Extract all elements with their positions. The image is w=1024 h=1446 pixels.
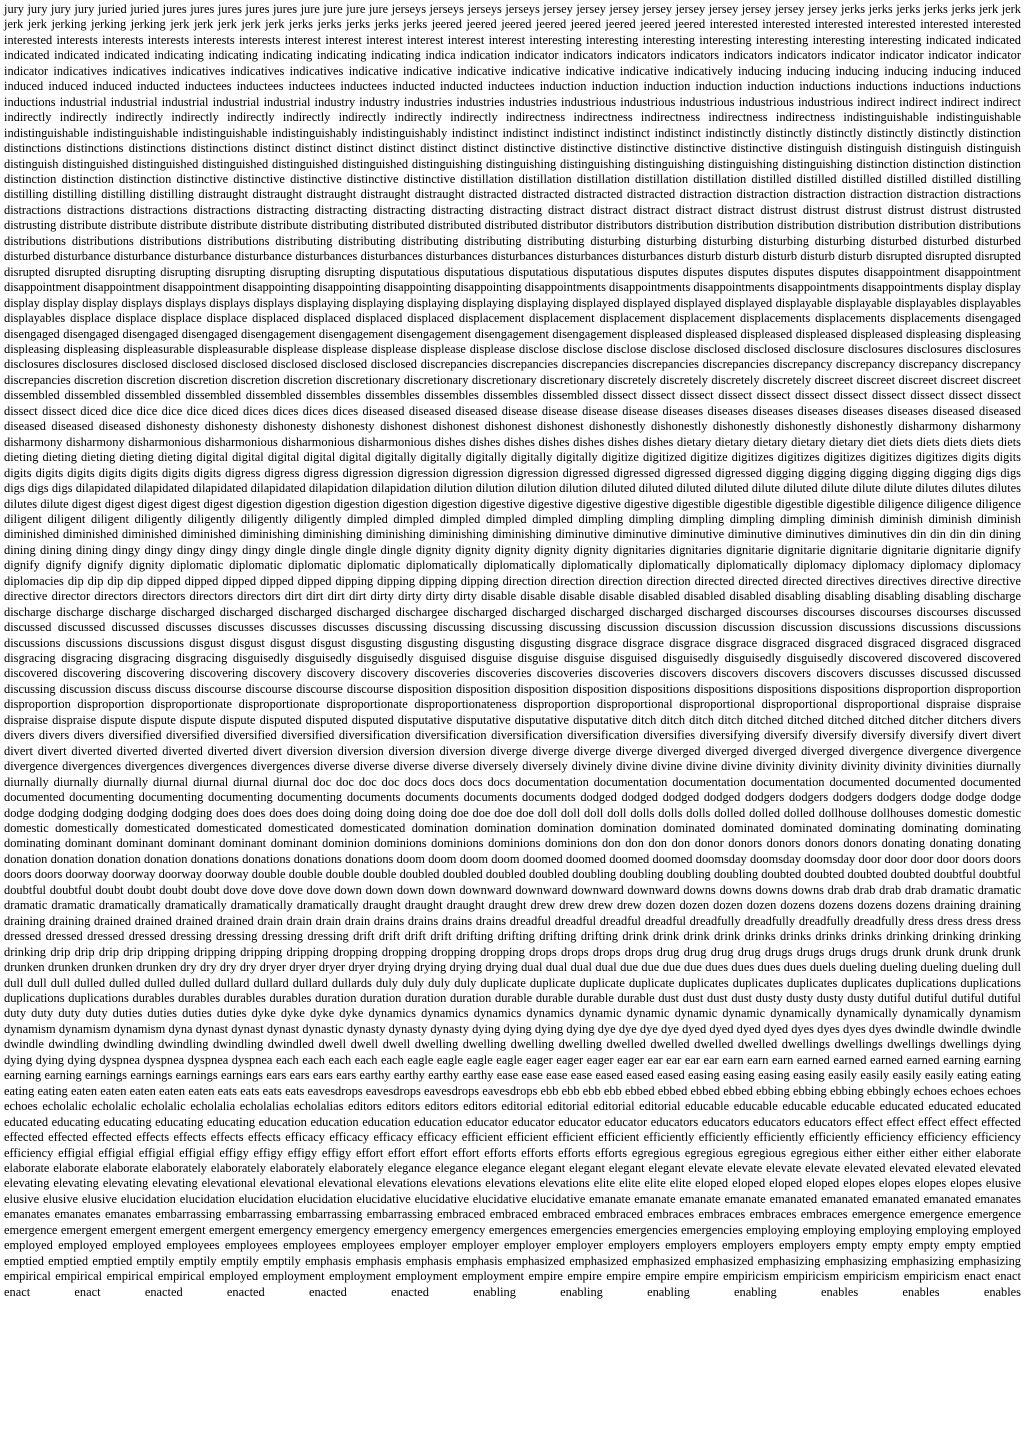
word-list-text: jury jury jury jury juried juried jures jures jures jures jures jure jure jure jure jerseys jerseys jerseys jerseys jersey jersey jersey jersey jersey jersey jersey jersey jersey jerks jerks jerks jerks jerks jerk jerk jerk jerk jerking jerking jerking jerk jerk jerk jerk jerk jerks jerks jerks jerks jerks jeered jeered jeered jeered jeered jeered jeered jeered interested interested interested interested interested interested interested interests interests interests interests interests interest interest interest interest interest interest interesting interesting interesting interesting interesting interesting interesting indicated indicated indicated indicated indicated indicating indicating indicating indicating indicating indica indication indicator indicators indicators indicators indicators indicators indicator indicator indicator indicator indicator indicatives indicatives indicatives indicatives indicatives indicative indicative indicative indicative indicative indicative indicatively inducing inducing inducing inducing inducing induced induced induced induced inducted inductees inductees inductees inductees inducted inducted inductees induction induction induction induction induction inductions inductions inductions inductions inductions industrial industrial industrial industrial industrial industry industry industries industries industries industrious industrious industrious industrious industrious indirect indirect indirect indirect indirectly indirectly indirectly indirectly indirectly indirectly indirectly indirectly indirectly indirectness indirectness indirectness indirectness indirectness indistinguishable indistinguishable indistinguishable indistinguishable indistinguishable indistinguishably indistinguishably indistinct indistinct indistinct indistinct indistinct indistinctly distinctly distinctly distinctly distinctly distinction distinctions distinctions distinctions distinctions distinct distinct distinct distinct distinct distinct distinctive distinctive distinctive distinctive distinctive distinguish distinguish distinguish distinguish distinguish distinguished distinguished distinguished distinguished distinguished distinguishing distinguishing distinguishing distinguishing distinguishing distinguishing distinction distinction distinction distinction distinction distinction distinctive distinctive distinctive distinctive distinctive distillation distillation distillation distillation distillation distilled distilled distilled distilled distilled distilling distilling distilling distilling distilling distraught distraught distraught distraught distraught distracted distracted distracted distracted distraction distraction distraction distraction distraction distractions distractions distractions distractions distractions distracting distracting distracting distracting distracting distract distract distract distract distract distrust distrust distrust distrust distrust distrusted distrusting distribute distribute distribute distribute distribute distributing distributed distributed distributed distributor distributors distribution distribution distribution distribution distribution distributions distributions distributions distributions distributions distributing distributing distributing distributing distributing disturbing disturbing disturbing disturbing disturbing disturbed disturbed disturbed disturbed disturbance disturbance disturbance disturbance disturbances disturbances disturbances disturbances disturbances disturbances disturb disturb disturb disturb disturb disrupted disrupted disrupted disrupted disrupted disrupting disrupting disrupting disrupting disrupting disputatious disputatious disputatious disputatious disputes disputes disputes disputes disputes disappointment disappointment disappointment disappointment disappointment disappointing disappointing disappointing disappointing disappointments disappointments disappointments disappointments disappointments display display display display display displays displays displays displays displaying displaying displaying displaying displaying displayed displayed displayed displayed displayable displayable displayables displayables displayables displace displace displace displace displaced displaced displaced displaced displacement displacement displacement displacement displacements displacements displacements disengaged disengaged disengaged disengaged disengaged disengagement disengagement disengagement disengagement disengagement displeased displeased displeased displeased displeased displeasing displeasing displeasing displeasing displeasurable displeasurable displease displease displease displease displease disclose disclose disclose disclose disclosed disclosed disclosure disclosures disclosures disclosures disclosures disclosures disclosed disclosed disclosed disclosed disclosed disclosed discrepancies discrepancies discrepancies discrepancies discrepancies discrepancy discrepancy discrepancy discrepancy discrepancies discretion discretion discretion discretion discretion discretionary discretionary discretionary discretionary discretely discretely discretely discretely discreet discreet discreet discreet discreet dissembled dissembled dissembled dissembled dissembled dissembles dissembles dissembles dissembles dissembled dissect dissect dissect dissect dissect dissect dissect dissect dissect dissect dissect dissect dissect diced dice dice dice dice diced dices dices dices dices diseased diseased diseased disease disease disease disease diseases diseases diseases diseases diseases diseases diseased diseased diseased diseased diseased dishonesty dishonesty dishonesty dishonesty dishonest dishonest dishonest dishonest dishonestly dishonestly dishonestly dishonestly dishonestly disharmony disharmony disharmony disharmony disharmonious disharmonious disharmonious disharmonious dishes dishes dishes dishes dishes dishes dishes dietary dietary dietary dietary dietary diet diets diets diets diets diets dieting dieting dieting dieting dieting digital digital digital digital digital digitally digitally digitally digitally digitally digitize digitized digitize digitizes digitizes digitizes digitizes digitizes digits digits digits digits digits digits digits digits digits digress digress digress digression digression digression digression digressed digressed digressed digressed digging digging digging digging digging digs digs digs digs digs dilapidated dilapidated dilapidated dilapidated dilapidation dilapidation dilution dilution dilution dilution diluted diluted diluted diluted dilute diluted dilute dilute dilute dilutes dilutes dilutes dilutes dilute digest digest digest digest digest digestion digestion digestion digestion digestion digestive digestive digestive digestive digestible digestible digestible digestible diligence diligence diligence diligent diligent diligent diligently diligently diligently diligently dimpled dimpled dimpled dimpled dimpled dimpling dimpling dimpling dimpling dimpling diminish diminish diminish diminish diminished diminished diminished diminished diminishing diminishing diminishing diminishing diminishing diminutive diminutive diminutive diminutive diminutives diminutives din din din din dining dining dining dining dingy dingy dingy dingy dingy dingle dingle dingle dingle dignity dignity dignity dignity dignity dignitaries dignitaries dignitarie dignitarie dignitarie dignitarie dignitarie dignify dignify dignify dignify dignity diplomatic diplomatic diplomatic diplomatic diplomatically diplomatically diplomatically diplomatically diplomatically diplomacy diplomacy diplomacy diplomacy diplomacies dip dip dip dip dipped dipped dipped dipped dipped dipping dipping dipping dipping direction direction direction direction directed directed directed directives directives directive directive directive director directors directors directors directors dirt dirt dirt dirt dirty dirty dirty dirty disable disable disable disable disabled disabled disabled disabling disabling disabling disabling discharge discharge discharge discharge discharged discharged discharged discharged dischargee discharged discharged discharged discharged discharged discourses discourses discourses discourses discussed discussed discussed discussed discusses discusses discusses discusses discussing discussing discussing discussing discussion discussion discussion discussion discussions discussions discussions discussions discussions discussions disgust disgust disgust disgust disgusting disgusting disgusting disgusting disgrace disgrace disgrace disgrace disgraced disgraced disgraced disgraced disgraced disgracing disgracing disgracing disgracing disguisedly disguisedly disguisedly disguised disguise disguise disguise disguised disguisedly disguisedly disguisedly discovered discovered discovered discovered discovering discovering discovering discovery discovery discovery discoveries discoveries discoveries discoveries discovers discovers discovers discovers discusses discussed discussed discussing discussion discuss discuss discourse discourse discourse discourse disposition disposition disposition disposition dispositions dispositions dispositions dispositions disproportion disproportion disproportion disproportion disproportionate disproportionate disproportionate disproportionateness disproportion disproportional disproportional disproportional disproportional dispraise dispraise dispraise dispraise dispute dispute dispute dispute disputed disputed disputed disputative disputative disputative disputative ditch ditch ditch ditch ditched ditched ditched ditched ditcher ditchers divers divers divers divers diversified diversified diversified diversified diversification diversification diversification diversification diversifies diversifying diversify diversify diversify diversify divert divert divert divert diverted diverted diverted diverted divert diversion diversion diversion diversion diverge diverge diverge diverge diverged diverged diverged diverged divergence divergence divergence divergence divergences divergences divergences divergences diverse diverse diverse diverse diversely diversely divinely divine divine divine divine divinity divinity divinity divinity divinities diurnally diurnally diurnally diurnally diurnal diurnal diurnal diurnal doc doc doc doc docs docs docs docs documentation documentation documentation documentation documented documented documented documented documenting documenting documenting documenting documents documents documents documents dodged dodged dodged dodged dodgers dodgers dodgers dodgers dodge dodge dodge dodge dodging dodging dodging dodging does does does does doing doing doing doing doe doe doe doe doll doll doll doll dolls dolls dolls dolled dolled dolled dollhouse dollhouses domestic domestic domestic domestically domesticated domesticated domesticated domesticated domination domination domination domination dominated dominated dominated dominating dominating dominating dominating dominant dominant dominant dominant dominant dominion dominions dominions dominions dominions don don don don donor donors donors donors donors donating donating donating donation donation donation donation donations donations donations donations doom doom doom doom doomed doomed doomed doomed doomsday doomsday doomsday door door door door doors doors doors doors doorway doorway doorway doorway double double double double doubled doubled doubled doubled doubling doubling doubling doubling doubted doubted doubted doubted doubtful doubtful doubtful doubtful doubt doubt doubt doubt dove dove dove dove down down down down downward downward downward downward downs downs downs downs drab drab drab drab dramatic dramatic dramatic dramatic dramatically dramatically dramatically dramatically draught draught draught draught drew drew drew drew dozen dozen dozen dozen dozens dozens dozens dozens draining draining draining draining drained drained drained drained drain drain drain drain drains drains drains drains dreadful dreadful dreadful dreadful dreadfully dreadfully dreadfully dreadfully dress dress dress dress dressed dressed dressed dressed dressing dressing dressing dressing drift drift drift drift drifting drifting drifting drifting drink drink drink drink drinks drinks drinks drinks drinking drinking drinking drinking drip drip drip drip dripping dripping dripping dripping dropping dropping dropping dropping drops drops drops drops drug drug drug drug drugs drugs drugs drugs drunk drunk drunk drunk drunken drunken drunken drunken dry dry dry dry dryer dryer dryer dryer drying drying drying drying dual dual dual dual due due due due dues dues dues dues duels dueling dueling dueling dueling dull dull dull dull dulled dulled dulled dulled dullard dullard dullard dullards duly duly duly duly duplicate duplicate duplicate duplicate duplicates duplicates duplicates duplicates duplications duplications duplications duplications durables durables durables durables duration duration duration duration durable durable durable durable dust dust dust dust dusty dusty dusty dusty dutiful dutiful dutiful dutiful duty duty duty duty duties duties duties duties dyke dyke dyke dyke dynamics dynamics dynamics dynamics dynamic dynamic dynamic dynamic dynamically dynamically dynamically dynamism dynamism dynamism dynamism dyna dynast dynast dynast dynastic dynasty dynasty dynasty dying dying dying dying dye dye dye dye dyed dyed dyed dyed dyes dyes dyes dyes dwindle dwindle dwindle dwindle dwindling dwindling dwindling dwindling dwindled dwell dwell dwell dwelling dwelling dwelling dwelling dwelled dwelled dwelled dwelled dwellings dwellings dwellings dwellings dying dying dying dying dyspnea dyspnea dyspnea dyspnea each each each each each eagle eagle eagle eagle eager eager eager eager ear ear ear ear earn earn earn earned earned earned earned earning earning earning earning earnings earnings earnings earnings ears ears ears ears earthy earthy earthy earthy ease ease ease ease eased eased eased easing easing easing easing easily easily easily easily eating eating eating eating eaten eaten eaten eaten eaten eats eats eats eats eavesdrops eavesdrops eavesdrops eavesdrops ebb ebb ebb ebb ebbed ebbed ebbed ebbed ebbing ebbing ebbing ebbingly echoes echoes echoes echoes echolalic echolalic echolalic echolalia echolalias echolalias editors editors editors editors editorial editorial editorial editorial educable educable educable educable educated educated educated educated educating educating educating educating education education education education educator educator educator educator educators educators educators educators effect effect effect effect effected effected effected effected effects effects effects effects efficacy efficacy efficacy efficacy efficient efficient efficient efficient efficiently efficiently efficiently efficiently efficiency efficiency efficiency efficiency effigial effigial effigial effigial effigy effigy effigy effigy effort effort effort effort efforts efforts efforts efforts egregious egregious egregious egregious either either either either elaborate elaborate elaborate elaborate elaborately elaborately elaborately elaborately elegance elegance elegance elegant elegant elegant elegant elevate elevate elevate elevate elevated elevated elevated elevated elevating elevating elevating elevating elevational elevational elevational elevations elevations elevations elevations elite elite elite elite eloped eloped eloped eloped elopes elopes elopes elopes elusive elusive elusive elusive elucidation elucidation elucidation elucidation elucidative elucidative elucidative elucidative emanate emanate emanate emanate emanated emanated emanated emanated emanates emanates emanates emanates embarrassing embarrassing embarrassing embarrassing embraced embraced embraced embraced embraces embraces embraces embraces emergence emergence emergence emergence emergent emergent emergent emergent emergency emergency emergency emergency emergences emergencies emergencies emergencies employing employing employing employing employed employed employed employed employees employees employees employees employer employer employer employer employers employers employers employers empty empty empty empty emptied emptied emptied emptied emptily emptily emptily emptily emphasis emphasis emphasis emphasis emphasized emphasized emphasized emphasized emphasizing emphasizing emphasizing emphasizing empirical empirical empirical empirical employed employment employment employment employment empire empire empire empire empire empiricism empiricism empiricism empiricism enact enact enact enact enacted enacted enacted enacted enabling enabling enabling enabling enables enables enables xyxy=(4,2,1022,1299)
